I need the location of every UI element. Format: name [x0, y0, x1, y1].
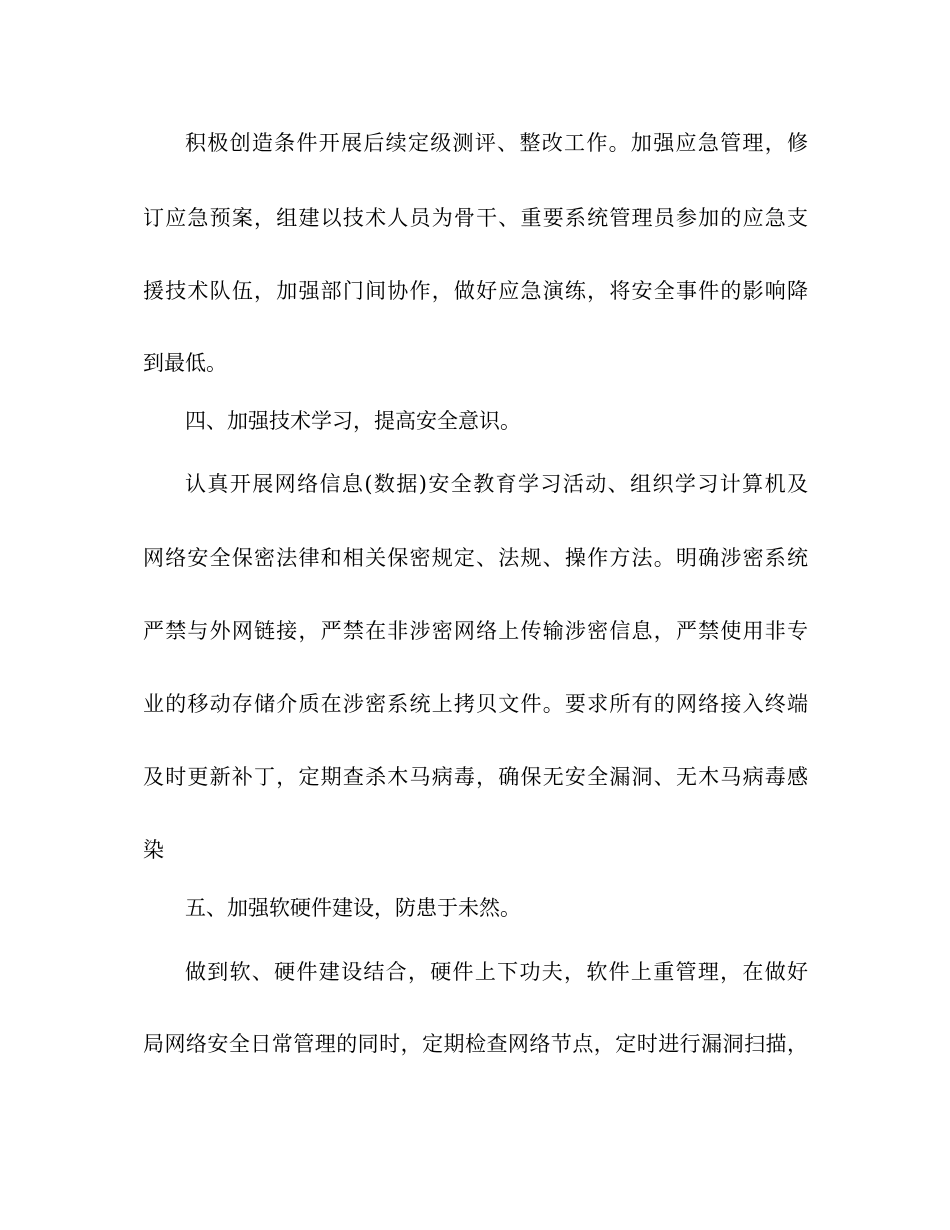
text-line: 局网络安全日常管理的同时，定期检查网络节点，定时进行漏洞扫描，: [143, 1032, 808, 1056]
text-line: 积极创造条件开展后续定级测评、整改工作。加强应急管理，修: [185, 131, 808, 155]
text-line: 认真开展网络信息(数据)安全教育学习活动、组织学习计算机及: [185, 472, 808, 496]
text-line: 订应急预案，组建以技术人员为骨干、重要系统管理员参加的应急支: [143, 206, 808, 230]
section-heading: 四、加强技术学习，提高安全意识。: [185, 409, 521, 433]
text-line: 业的移动存储介质在涉密系统上拷贝文件。要求所有的网络接入终端: [143, 692, 808, 716]
section-heading: 五、加强软硬件建设，防患于未然。: [185, 896, 521, 920]
text-line: 严禁与外网链接，严禁在非涉密网络上传输涉密信息，严禁使用非专: [143, 619, 808, 643]
text-line: 做到软、硬件建设结合，硬件上下功夫，软件上重管理，在做好: [185, 960, 808, 984]
text-line: 及时更新补丁，定期查杀木马病毒，确保无安全漏洞、无木马病毒感: [143, 765, 808, 789]
text-line: 到最低。: [143, 351, 227, 375]
text-line: 援技术队伍，加强部门间协作，做好应急演练，将安全事件的影响降: [143, 279, 808, 303]
text-line: 染: [143, 838, 164, 862]
text-line: 网络安全保密法律和相关保密规定、法规、操作方法。明确涉密系统: [143, 546, 808, 570]
